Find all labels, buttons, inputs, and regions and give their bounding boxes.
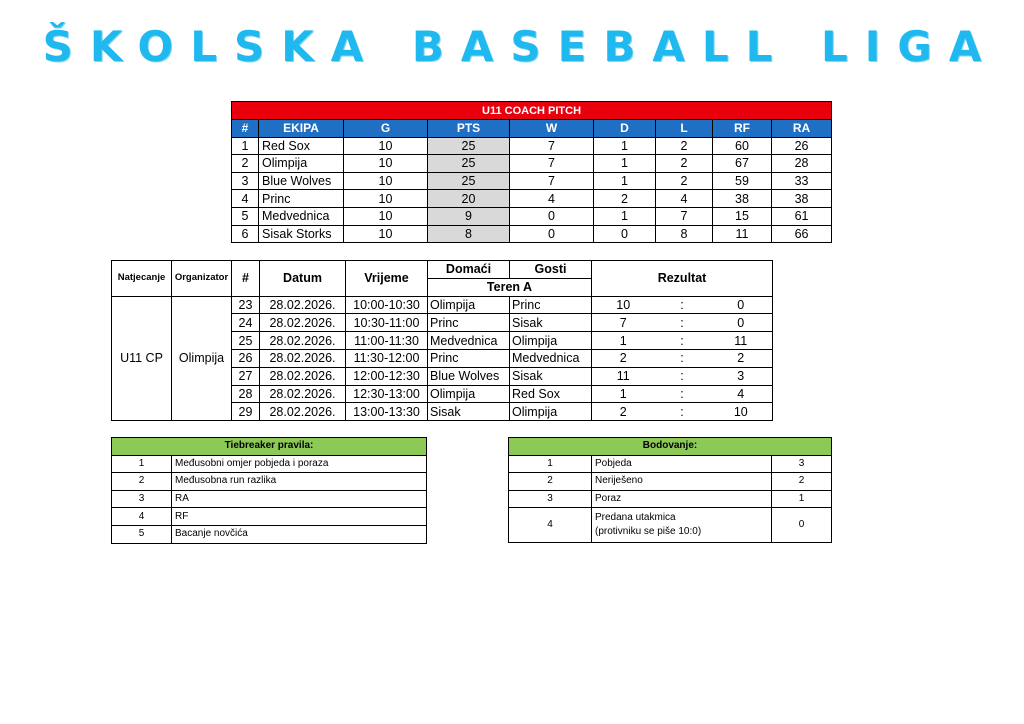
- col-header-runs-for: RF: [713, 120, 772, 138]
- col-header-competition: Natjecanje: [112, 261, 172, 297]
- schedule-cell-away-team: Olimpija: [510, 332, 592, 350]
- scoring-row: [509, 473, 832, 491]
- col-header-losses: L: [656, 120, 713, 138]
- standings-cell-team: Olimpija: [259, 155, 344, 173]
- schedule-cell-home-team: Princ: [428, 349, 510, 367]
- schedule-cell-away-team: Medvednica: [510, 349, 592, 367]
- standings-cell-draws: 1: [594, 137, 656, 155]
- col-header-away: Gosti: [510, 261, 592, 279]
- schedule-cell-home-score: 11: [592, 367, 655, 385]
- tiebreaker-number: 5: [112, 525, 172, 543]
- standings-cell-rank: 3: [232, 172, 259, 190]
- tiebreaker-row: [112, 525, 427, 543]
- standings-cell-team: Medvednica: [259, 207, 344, 225]
- schedule-row: [112, 296, 773, 314]
- schedule-cell-time: 11:30-12:00: [346, 349, 428, 367]
- forfeit-note: (protivniku se piše 10:0): [595, 526, 702, 538]
- schedule-cell-home-team: Medvednica: [428, 332, 510, 350]
- schedule-cell-score-separator: :: [655, 349, 710, 367]
- scoring-row-forfeit: [509, 508, 832, 543]
- standings-cell-team: Red Sox: [259, 137, 344, 155]
- standings-cell-games: 10: [344, 225, 428, 243]
- standings-cell-games: 10: [344, 155, 428, 173]
- organizer-cell: Olimpija: [172, 296, 232, 421]
- scoring-row: [509, 490, 832, 508]
- page-title: ŠKOLSKA BASEBALL LIGA: [42, 22, 999, 71]
- tiebreaker-number: 2: [112, 473, 172, 491]
- scoring-points: 1: [772, 490, 832, 508]
- standings-cell-draws: 1: [594, 207, 656, 225]
- standings-cell-losses: 8: [656, 225, 713, 243]
- schedule-cell-away-score: 0: [710, 296, 773, 314]
- standings-header-row: [232, 120, 832, 138]
- schedule-cell-score-separator: :: [655, 403, 710, 421]
- standings-cell-losses: 2: [656, 137, 713, 155]
- standings-cell-wins: 7: [510, 137, 594, 155]
- standings-cell-losses: 2: [656, 172, 713, 190]
- standings-cell-runs-for: 67: [713, 155, 772, 173]
- schedule-cell-game-number: 29: [232, 403, 260, 421]
- schedule-cell-game-number: 26: [232, 349, 260, 367]
- standings-cell-wins: 4: [510, 190, 594, 208]
- schedule-cell-home-score: 1: [592, 332, 655, 350]
- schedule-cell-home-team: Olimpija: [428, 296, 510, 314]
- standings-cell-losses: 4: [656, 190, 713, 208]
- schedule-cell-away-score: 3: [710, 367, 773, 385]
- schedule-cell-score-separator: :: [655, 367, 710, 385]
- standings-cell-wins: 0: [510, 225, 594, 243]
- schedule-cell-score-separator: :: [655, 385, 710, 403]
- schedule-cell-time: 12:00-12:30: [346, 367, 428, 385]
- col-header-team: EKIPA: [259, 120, 344, 138]
- standings-cell-runs-for: 11: [713, 225, 772, 243]
- schedule-cell-game-number: 24: [232, 314, 260, 332]
- standings-cell-draws: 0: [594, 225, 656, 243]
- standings-cell-rank: 6: [232, 225, 259, 243]
- standings-cell-wins: 7: [510, 172, 594, 190]
- standings-cell-team: Blue Wolves: [259, 172, 344, 190]
- standings-cell-runs-for: 15: [713, 207, 772, 225]
- scoring-points: 3: [772, 455, 832, 473]
- scoring-number: 1: [509, 455, 592, 473]
- standings-cell-games: 10: [344, 172, 428, 190]
- tiebreaker-row: [112, 490, 427, 508]
- standings-cell-runs-against: 66: [772, 225, 832, 243]
- col-header-points: PTS: [428, 120, 510, 138]
- forfeit-label: Predana utakmica: [595, 512, 676, 524]
- col-header-wins: W: [510, 120, 594, 138]
- col-header-organizer: Organizator: [172, 261, 232, 297]
- schedule-cell-time: 11:00-11:30: [346, 332, 428, 350]
- tiebreaker-table: [111, 437, 427, 544]
- schedule-cell-home-score: 7: [592, 314, 655, 332]
- standings-row: [232, 190, 832, 208]
- schedule-cell-home-team: Olimpija: [428, 385, 510, 403]
- schedule-cell-date: 28.02.2026.: [260, 349, 346, 367]
- tiebreaker-rule: Međusobna run razlika: [172, 473, 427, 491]
- standings-cell-rank: 2: [232, 155, 259, 173]
- schedule-table: [111, 260, 773, 421]
- standings-row: [232, 207, 832, 225]
- scoring-number: 2: [509, 473, 592, 491]
- tiebreaker-rule: RA: [172, 490, 427, 508]
- schedule-cell-game-number: 28: [232, 385, 260, 403]
- schedule-cell-date: 28.02.2026.: [260, 403, 346, 421]
- standings-cell-points: 20: [428, 190, 510, 208]
- schedule-cell-away-score: 0: [710, 314, 773, 332]
- scoring-number: 4: [509, 508, 592, 543]
- schedule-cell-away-team: Sisak: [510, 314, 592, 332]
- standings-cell-rank: 1: [232, 137, 259, 155]
- schedule-cell-game-number: 27: [232, 367, 260, 385]
- schedule-cell-date: 28.02.2026.: [260, 367, 346, 385]
- schedule-cell-time: 10:30-11:00: [346, 314, 428, 332]
- schedule-cell-date: 28.02.2026.: [260, 296, 346, 314]
- field-label: Teren A: [428, 278, 592, 296]
- schedule-cell-date: 28.02.2026.: [260, 385, 346, 403]
- schedule-cell-time: 10:00-10:30: [346, 296, 428, 314]
- schedule-cell-home-score: 2: [592, 403, 655, 421]
- standings-cell-runs-against: 26: [772, 137, 832, 155]
- scoring-caption: Bodovanje:: [509, 438, 832, 456]
- tiebreaker-row: [112, 508, 427, 526]
- standings-cell-runs-for: 38: [713, 190, 772, 208]
- standings-row: [232, 137, 832, 155]
- competition-cell: U11 CP: [112, 296, 172, 421]
- standings-cell-points: 25: [428, 137, 510, 155]
- standings-cell-runs-for: 59: [713, 172, 772, 190]
- standings-caption: U11 COACH PITCH: [232, 102, 832, 120]
- schedule-cell-home-score: 1: [592, 385, 655, 403]
- col-header-time: Vrijeme: [346, 261, 428, 297]
- scoring-points: 0: [772, 508, 832, 543]
- schedule-cell-away-score: 4: [710, 385, 773, 403]
- schedule-cell-score-separator: :: [655, 332, 710, 350]
- col-header-rank: #: [232, 120, 259, 138]
- standings-cell-rank: 4: [232, 190, 259, 208]
- col-header-date: Datum: [260, 261, 346, 297]
- standings-cell-points: 25: [428, 155, 510, 173]
- scoring-outcome: Neriješeno: [592, 473, 772, 491]
- col-header-runs-against: RA: [772, 120, 832, 138]
- schedule-cell-score-separator: :: [655, 314, 710, 332]
- standings-cell-draws: 2: [594, 190, 656, 208]
- col-header-home: Domaći: [428, 261, 510, 279]
- standings-table: [231, 101, 832, 243]
- standings-cell-points: 9: [428, 207, 510, 225]
- standings-cell-points: 25: [428, 172, 510, 190]
- schedule-cell-away-team: Sisak: [510, 367, 592, 385]
- standings-cell-rank: 5: [232, 207, 259, 225]
- standings-cell-games: 10: [344, 207, 428, 225]
- tiebreaker-number: 3: [112, 490, 172, 508]
- standings-cell-points: 8: [428, 225, 510, 243]
- standings-row: [232, 155, 832, 173]
- tiebreaker-row: [112, 455, 427, 473]
- scoring-row: [509, 455, 832, 473]
- tiebreaker-rule: RF: [172, 508, 427, 526]
- schedule-cell-home-team: Blue Wolves: [428, 367, 510, 385]
- schedule-cell-home-score: 2: [592, 349, 655, 367]
- schedule-cell-game-number: 25: [232, 332, 260, 350]
- scoring-outcome: [592, 508, 772, 543]
- col-header-game-number: #: [232, 261, 260, 297]
- col-header-result: Rezultat: [592, 261, 773, 297]
- col-header-games: G: [344, 120, 428, 138]
- standings-cell-draws: 1: [594, 155, 656, 173]
- standings-cell-team: Princ: [259, 190, 344, 208]
- standings-cell-runs-against: 38: [772, 190, 832, 208]
- standings-cell-team: Sisak Storks: [259, 225, 344, 243]
- scoring-outcome: Poraz: [592, 490, 772, 508]
- standings-cell-draws: 1: [594, 172, 656, 190]
- tiebreaker-rule: Bacanje novčića: [172, 525, 427, 543]
- standings-cell-runs-against: 33: [772, 172, 832, 190]
- col-header-draws: D: [594, 120, 656, 138]
- scoring-table: [508, 437, 832, 543]
- schedule-cell-date: 28.02.2026.: [260, 332, 346, 350]
- tiebreaker-row: [112, 473, 427, 491]
- tiebreaker-number: 4: [112, 508, 172, 526]
- schedule-cell-home-team: Sisak: [428, 403, 510, 421]
- tiebreaker-rule: Međusobni omjer pobjeda i poraza: [172, 455, 427, 473]
- tiebreaker-number: 1: [112, 455, 172, 473]
- schedule-cell-away-score: 10: [710, 403, 773, 421]
- standings-cell-runs-for: 60: [713, 137, 772, 155]
- standings-cell-wins: 7: [510, 155, 594, 173]
- standings-cell-wins: 0: [510, 207, 594, 225]
- scoring-outcome: Pobjeda: [592, 455, 772, 473]
- schedule-cell-home-score: 10: [592, 296, 655, 314]
- schedule-cell-score-separator: :: [655, 296, 710, 314]
- tiebreaker-caption: Tiebreaker pravila:: [112, 438, 427, 456]
- schedule-cell-time: 12:30-13:00: [346, 385, 428, 403]
- standings-row: [232, 172, 832, 190]
- scoring-points: 2: [772, 473, 832, 491]
- schedule-cell-away-score: 11: [710, 332, 773, 350]
- standings-cell-games: 10: [344, 137, 428, 155]
- standings-cell-runs-against: 28: [772, 155, 832, 173]
- schedule-cell-away-team: Princ: [510, 296, 592, 314]
- schedule-cell-date: 28.02.2026.: [260, 314, 346, 332]
- standings-cell-losses: 2: [656, 155, 713, 173]
- standings-cell-losses: 7: [656, 207, 713, 225]
- standings-cell-games: 10: [344, 190, 428, 208]
- schedule-cell-home-team: Princ: [428, 314, 510, 332]
- standings-row: [232, 225, 832, 243]
- scoring-number: 3: [509, 490, 592, 508]
- schedule-cell-away-team: Red Sox: [510, 385, 592, 403]
- schedule-cell-away-team: Olimpija: [510, 403, 592, 421]
- standings-cell-runs-against: 61: [772, 207, 832, 225]
- schedule-cell-away-score: 2: [710, 349, 773, 367]
- schedule-cell-game-number: 23: [232, 296, 260, 314]
- schedule-cell-time: 13:00-13:30: [346, 403, 428, 421]
